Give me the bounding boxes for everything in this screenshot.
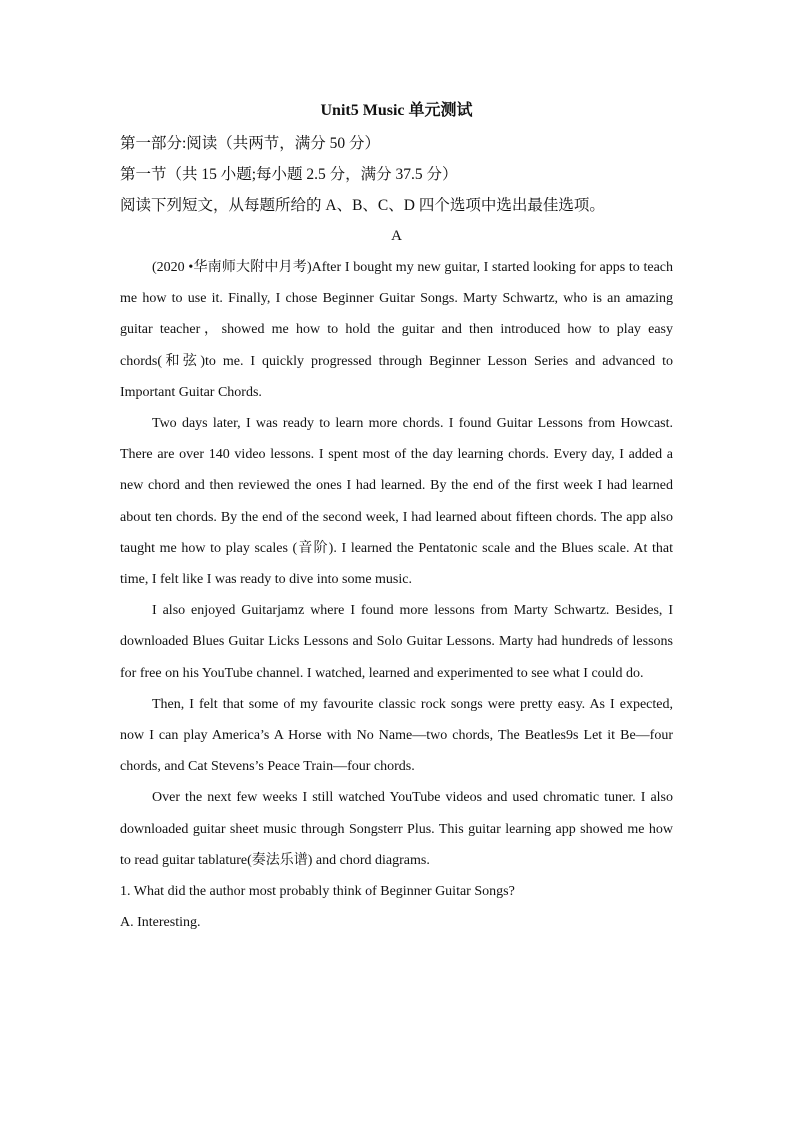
section-heading: 第一节（共 15 小题;每小题 2.5 分，满分 37.5 分）: [120, 166, 458, 183]
passage-paragraph-4: Then, I felt that some of my favourite classic rock songs were pretty easy. As I expected, now I can play America’s A Horse with No Name—two chords, The Beatles9s Let it Be—four chords, and Cat Stevens’s Peace Train—four chords.: [120, 696, 673, 775]
passage-paragraph-2: Two days later, I was ready to learn more chords. I found Guitar Lessons from Howcast. There are over 140 video lessons. I spent most of the day learning chords. Every day, I added a new chord and then reviewed the ones I had learned. By the end of the first week I had learned about ten chords. By the end of the second week, I had learned about fifteen chords. The app also taught me how to play scales (音阶). I learned the Pentatonic scale and the Blues scale. At that time, I felt like I was ready to dive into some music.: [120, 416, 673, 588]
question-option-a: A. Interesting.: [120, 915, 201, 931]
reading-instruction: 阅读下列短文，从每题所给的 A、B、C、D 四个选项中选出最佳选项。: [120, 197, 605, 214]
document-page: [120, 98, 673, 938]
passage-paragraph-1: (2020 •华南师大附中月考)After I bought my new guitar, I started looking for apps to teach me how to use it. Finally, I chose Beginner Guitar Songs. Marty Schwartz, who is an amazing guitar teacher，showed me how to hold the guitar and then introduced how to play easy chords(和弦)to me. I quickly progressed through Beginner Lesson Series and advanced to Important Guitar Chords.: [120, 260, 673, 400]
passage-paragraph-3: I also enjoyed Guitarjamz where I found more lessons from Marty Schwartz. Besides, I downloaded Blues Guitar Licks Lessons and Solo Guitar Lessons. Marty had hundreds of lessons for free on his YouTube channel. I watched, learned and experimented to see what I could do.: [120, 603, 673, 681]
passage-letter: A: [391, 228, 402, 244]
part-heading: 第一部分:阅读（共两节，满分 50 分）: [120, 135, 381, 152]
question-stem: 1. What did the author most probably think of Beginner Guitar Songs?: [120, 884, 515, 900]
passage-paragraph-5: Over the next few weeks I still watched YouTube videos and used chromatic tuner. I also downloaded guitar sheet music through Songsterr Plus. This guitar learning app showed me how to read guitar tablature(奏法乐谱) and chord diagrams.: [120, 790, 673, 868]
document-title: Unit5 Music 单元测试: [320, 102, 473, 119]
